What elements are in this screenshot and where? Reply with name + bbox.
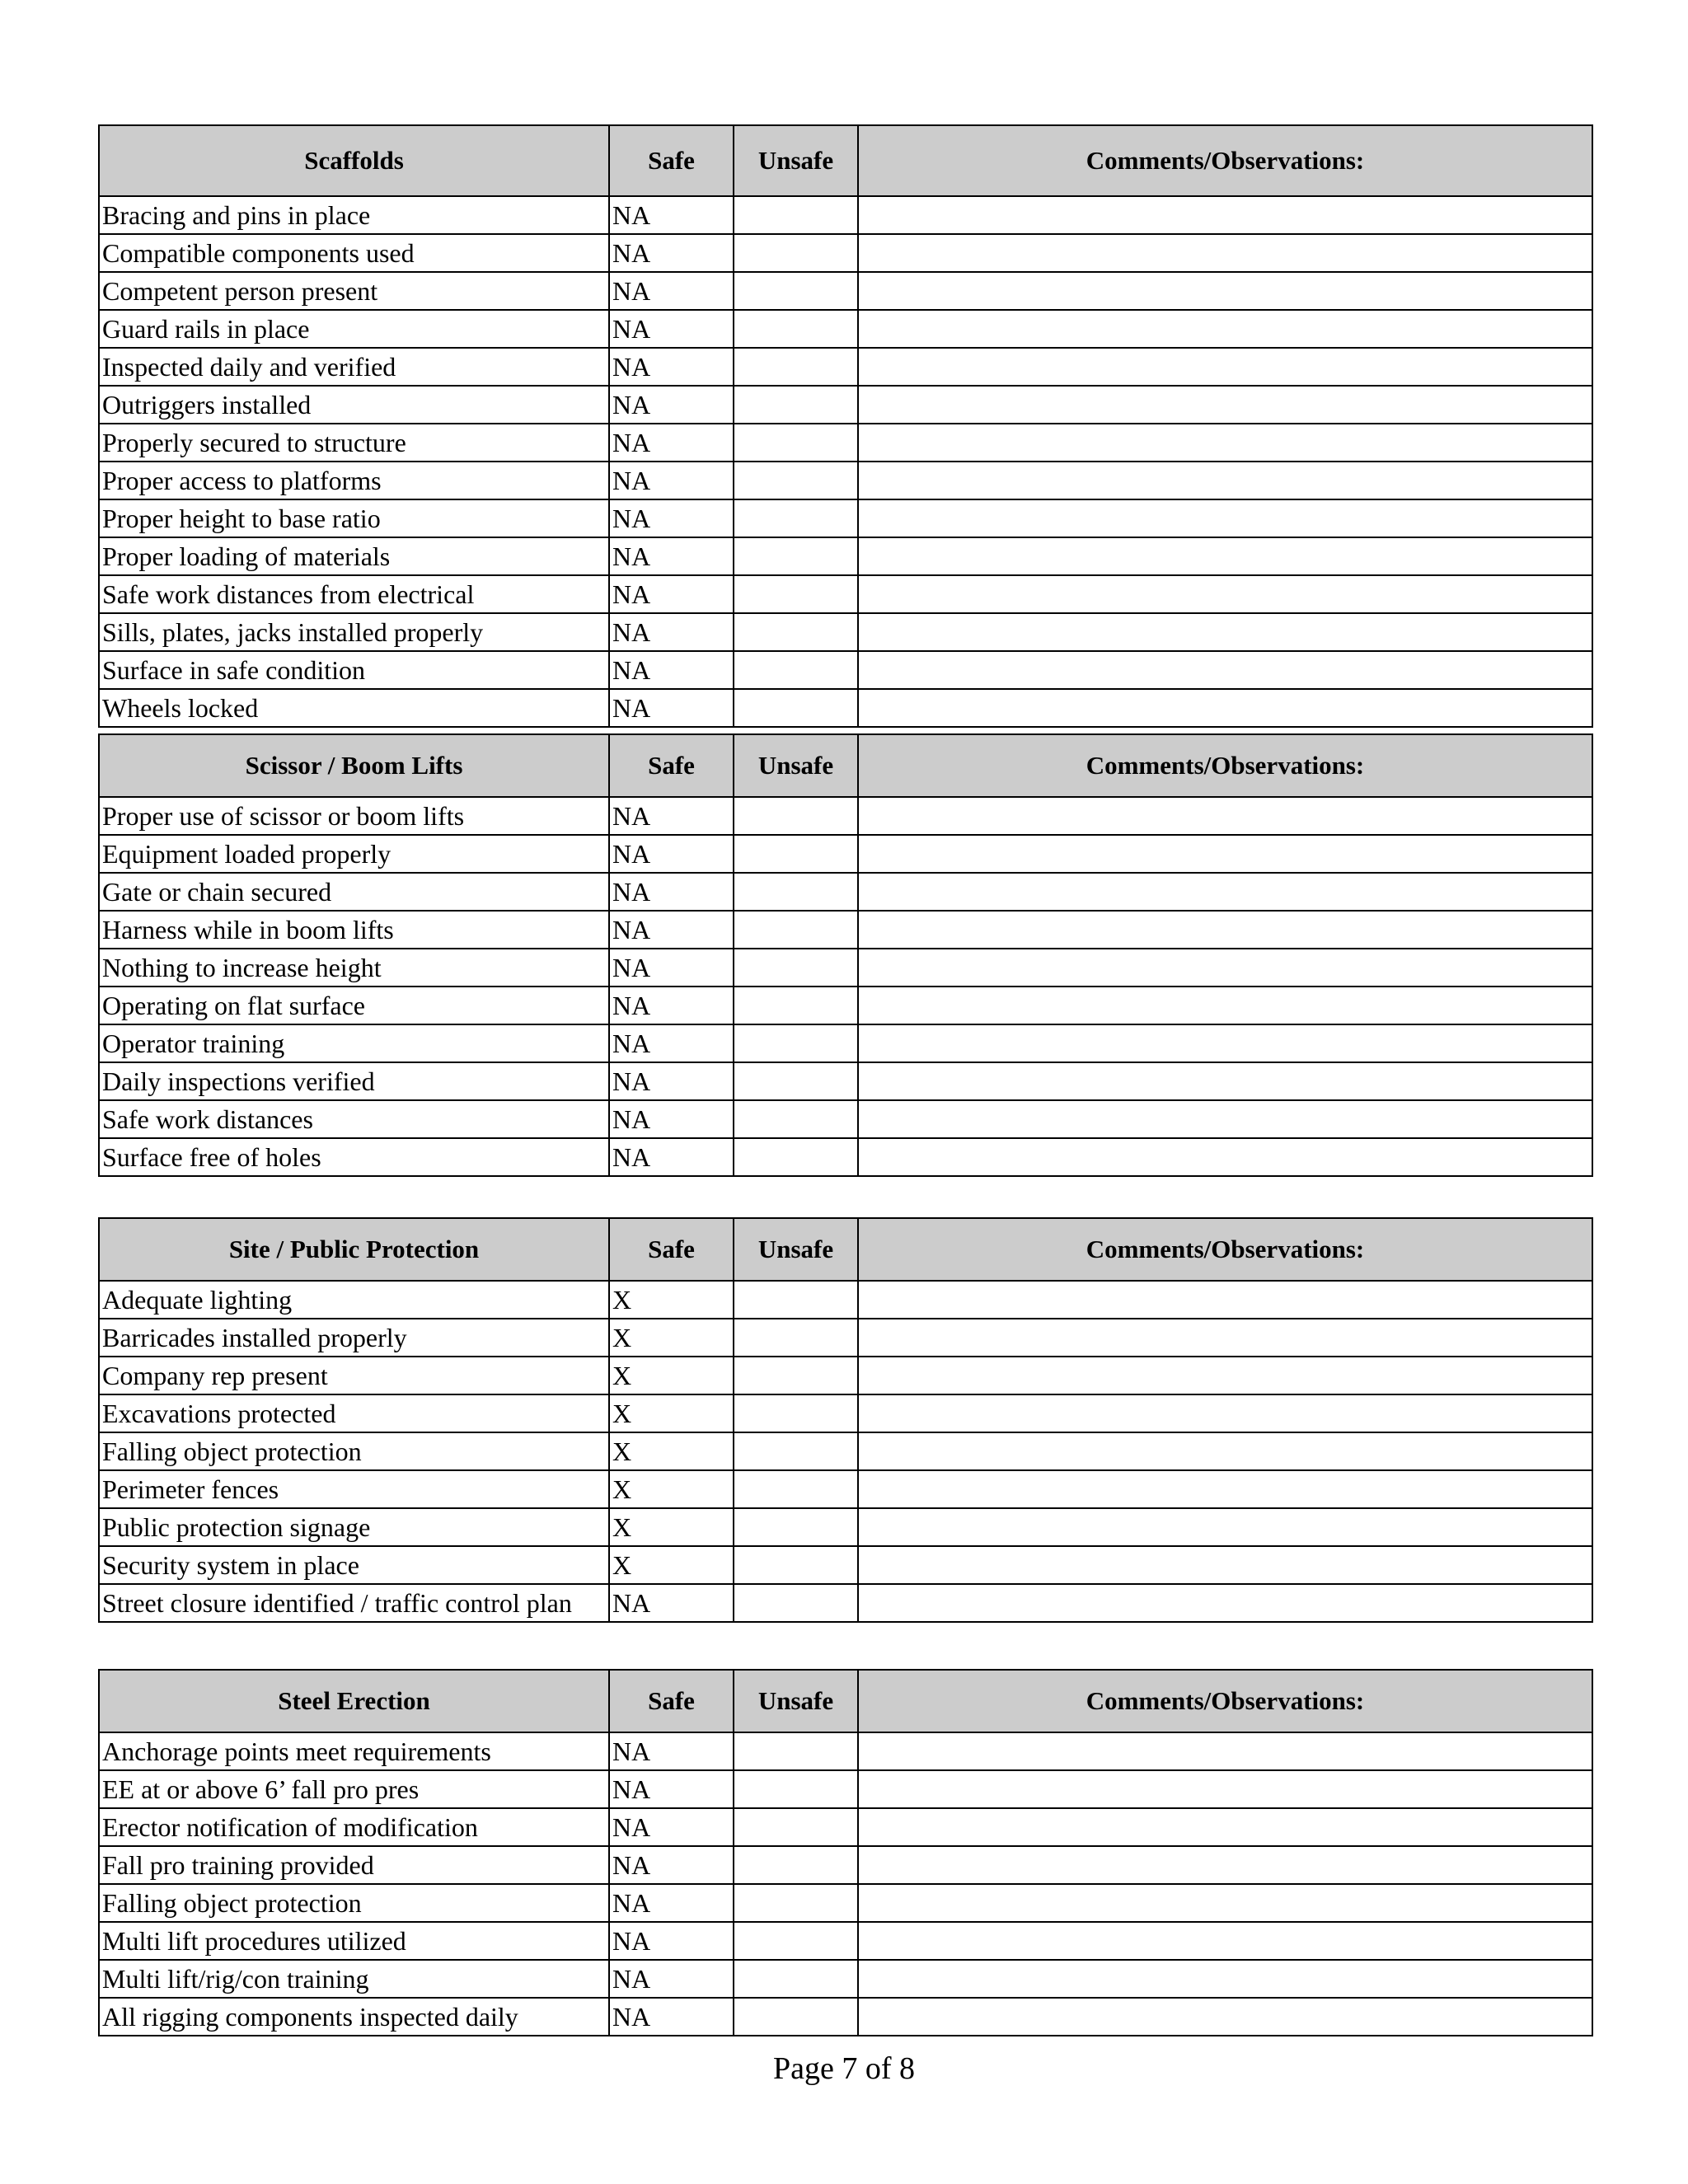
safe-cell: NA [609, 651, 734, 689]
table-row [99, 575, 1592, 613]
table-row [99, 1432, 1592, 1470]
table-row [99, 1960, 1592, 1998]
safe-cell: NA [609, 234, 734, 272]
item-cell: Proper height to base ratio [99, 499, 609, 537]
safe-cell: NA [609, 424, 734, 462]
unsafe-cell[interactable] [734, 310, 858, 348]
item-cell: Public protection signage [99, 1508, 609, 1546]
unsafe-header: Unsafe [734, 125, 858, 196]
item-cell: Competent person present [99, 272, 609, 310]
table-body [99, 196, 1592, 727]
scissor-boom-lifts-table [98, 733, 1593, 1177]
safe-cell: X [609, 1394, 734, 1432]
safe-cell: NA [609, 575, 734, 613]
item-cell: Proper use of scissor or boom lifts [99, 797, 609, 835]
safe-cell: NA [609, 987, 734, 1024]
item-cell: Adequate lighting [99, 1281, 609, 1319]
item-cell: Multi lift procedures utilized [99, 1922, 609, 1960]
table-header [99, 1670, 1592, 1732]
table-row [99, 987, 1592, 1024]
item-cell: Falling object protection [99, 1432, 609, 1470]
safe-cell: NA [609, 196, 734, 234]
comments-cell[interactable] [858, 1584, 1592, 1622]
section-title: Site / Public Protection [99, 1218, 609, 1281]
site-public-protection-table [98, 1217, 1593, 1623]
comments-cell[interactable] [858, 575, 1592, 613]
unsafe-cell[interactable] [734, 1922, 858, 1960]
table-row [99, 272, 1592, 310]
item-cell: Wheels locked [99, 689, 609, 727]
unsafe-cell[interactable] [734, 1998, 858, 2036]
table-row [99, 1281, 1592, 1319]
safe-cell: NA [609, 348, 734, 386]
safe-cell: NA [609, 272, 734, 310]
safe-cell: NA [609, 1770, 734, 1808]
table-row [99, 1062, 1592, 1100]
comments-cell[interactable] [858, 196, 1592, 234]
safe-header: Safe [609, 1670, 734, 1732]
comments-cell[interactable] [858, 462, 1592, 499]
safe-cell: NA [609, 1732, 734, 1770]
comments-cell[interactable] [858, 1508, 1592, 1546]
safe-cell: X [609, 1319, 734, 1357]
unsafe-cell[interactable] [734, 1546, 858, 1584]
item-cell: Erector notification of modification [99, 1808, 609, 1846]
safe-cell: NA [609, 1808, 734, 1846]
safe-cell: NA [609, 613, 734, 651]
safe-cell: X [609, 1508, 734, 1546]
unsafe-cell[interactable] [734, 1808, 858, 1846]
item-cell: Surface in safe condition [99, 651, 609, 689]
table-row [99, 1024, 1592, 1062]
comments-cell[interactable] [858, 424, 1592, 462]
table-row [99, 196, 1592, 234]
table-row [99, 1470, 1592, 1508]
comments-cell[interactable] [858, 386, 1592, 424]
section-title: Scissor / Boom Lifts [99, 734, 609, 797]
table-row [99, 873, 1592, 911]
table-row [99, 386, 1592, 424]
unsafe-cell[interactable] [734, 835, 858, 873]
item-cell: Guard rails in place [99, 310, 609, 348]
unsafe-cell[interactable] [734, 1100, 858, 1138]
unsafe-cell[interactable] [734, 1732, 858, 1770]
comments-cell[interactable] [858, 1062, 1592, 1100]
unsafe-cell[interactable] [734, 234, 858, 272]
safe-cell: NA [609, 1100, 734, 1138]
table-row [99, 613, 1592, 651]
safe-cell: NA [609, 462, 734, 499]
unsafe-header: Unsafe [734, 734, 858, 797]
comments-header: Comments/Observations: [858, 1218, 1592, 1281]
scaffolds-table [98, 124, 1593, 728]
safe-cell: NA [609, 310, 734, 348]
table-header [99, 1218, 1592, 1281]
comments-cell[interactable] [858, 1884, 1592, 1922]
comments-cell[interactable] [858, 1922, 1592, 1960]
item-cell: Harness while in boom lifts [99, 911, 609, 949]
safe-header: Safe [609, 1218, 734, 1281]
unsafe-cell[interactable] [734, 1394, 858, 1432]
safe-header: Safe [609, 125, 734, 196]
table-row [99, 1100, 1592, 1138]
item-cell: Perimeter fences [99, 1470, 609, 1508]
unsafe-cell[interactable] [734, 1024, 858, 1062]
unsafe-cell[interactable] [734, 873, 858, 911]
unsafe-cell[interactable] [734, 911, 858, 949]
unsafe-cell[interactable] [734, 499, 858, 537]
unsafe-cell[interactable] [734, 348, 858, 386]
item-cell: Inspected daily and verified [99, 348, 609, 386]
comments-cell[interactable] [858, 234, 1592, 272]
comments-cell[interactable] [858, 1138, 1592, 1176]
unsafe-cell[interactable] [734, 949, 858, 987]
comments-cell[interactable] [858, 835, 1592, 873]
table-row [99, 1138, 1592, 1176]
section-title: Steel Erection [99, 1670, 609, 1732]
safe-cell: NA [609, 1884, 734, 1922]
table-row [99, 462, 1592, 499]
table-row [99, 1998, 1592, 2036]
comments-cell[interactable] [858, 949, 1592, 987]
comments-cell[interactable] [858, 348, 1592, 386]
item-cell: Fall pro training provided [99, 1846, 609, 1884]
item-cell: Proper loading of materials [99, 537, 609, 575]
comments-cell[interactable] [858, 873, 1592, 911]
unsafe-cell[interactable] [734, 1432, 858, 1470]
unsafe-cell[interactable] [734, 1884, 858, 1922]
item-cell: Multi lift/rig/con training [99, 1960, 609, 1998]
section-title: Scaffolds [99, 125, 609, 196]
safe-header: Safe [609, 734, 734, 797]
unsafe-cell[interactable] [734, 987, 858, 1024]
table-header [99, 734, 1592, 797]
safe-cell: NA [609, 1062, 734, 1100]
table-row [99, 1846, 1592, 1884]
item-cell: Compatible components used [99, 234, 609, 272]
comments-cell[interactable] [858, 499, 1592, 537]
comments-header: Comments/Observations: [858, 1670, 1592, 1732]
safe-cell: NA [609, 1846, 734, 1884]
table-row [99, 1770, 1592, 1808]
unsafe-cell[interactable] [734, 1319, 858, 1357]
table-row [99, 689, 1592, 727]
table-body [99, 1281, 1592, 1622]
table-row [99, 499, 1592, 537]
unsafe-cell[interactable] [734, 1062, 858, 1100]
safe-cell: X [609, 1357, 734, 1394]
safe-cell: NA [609, 1584, 734, 1622]
item-cell: Safe work distances [99, 1100, 609, 1138]
comments-cell[interactable] [858, 272, 1592, 310]
table-row [99, 424, 1592, 462]
safe-cell: NA [609, 1138, 734, 1176]
unsafe-cell[interactable] [734, 1470, 858, 1508]
item-cell: Barricades installed properly [99, 1319, 609, 1357]
safe-cell: NA [609, 499, 734, 537]
table-row [99, 1394, 1592, 1432]
unsafe-header: Unsafe [734, 1218, 858, 1281]
item-cell: EE at or above 6’ fall pro pres [99, 1770, 609, 1808]
item-cell: Equipment loaded properly [99, 835, 609, 873]
safe-cell: X [609, 1470, 734, 1508]
table-row [99, 797, 1592, 835]
comments-header: Comments/Observations: [858, 734, 1592, 797]
table-row [99, 1732, 1592, 1770]
comments-header: Comments/Observations: [858, 125, 1592, 196]
safe-cell: NA [609, 537, 734, 575]
comments-cell[interactable] [858, 1432, 1592, 1470]
item-cell: Falling object protection [99, 1884, 609, 1922]
table-row [99, 651, 1592, 689]
safe-cell: NA [609, 949, 734, 987]
comments-cell[interactable] [858, 1808, 1592, 1846]
safe-cell: X [609, 1432, 734, 1470]
comments-cell[interactable] [858, 689, 1592, 727]
table-row [99, 1319, 1592, 1357]
table-row [99, 911, 1592, 949]
unsafe-cell[interactable] [734, 689, 858, 727]
table-row [99, 537, 1592, 575]
unsafe-cell[interactable] [734, 651, 858, 689]
item-cell: Operating on flat surface [99, 987, 609, 1024]
steel-erection-table [98, 1669, 1593, 2036]
table-row [99, 1508, 1592, 1546]
unsafe-cell[interactable] [734, 1138, 858, 1176]
item-cell: Daily inspections verified [99, 1062, 609, 1100]
safe-cell: NA [609, 911, 734, 949]
item-cell: Properly secured to structure [99, 424, 609, 462]
comments-cell[interactable] [858, 310, 1592, 348]
table-header [99, 125, 1592, 196]
item-cell: Anchorage points meet requirements [99, 1732, 609, 1770]
table-row [99, 1808, 1592, 1846]
safe-cell: NA [609, 1024, 734, 1062]
safe-cell: NA [609, 1922, 734, 1960]
unsafe-cell[interactable] [734, 272, 858, 310]
comments-cell[interactable] [858, 613, 1592, 651]
comments-cell[interactable] [858, 1546, 1592, 1584]
table-body [99, 1732, 1592, 2036]
item-cell: Safe work distances from electrical [99, 575, 609, 613]
item-cell: Sills, plates, jacks installed properly [99, 613, 609, 651]
comments-cell[interactable] [858, 1960, 1592, 1998]
unsafe-cell[interactable] [734, 613, 858, 651]
comments-cell[interactable] [858, 1846, 1592, 1884]
comments-cell[interactable] [858, 1319, 1592, 1357]
safe-cell: X [609, 1281, 734, 1319]
comments-cell[interactable] [858, 1470, 1592, 1508]
comments-cell[interactable] [858, 1770, 1592, 1808]
item-cell: Gate or chain secured [99, 873, 609, 911]
item-cell: Company rep present [99, 1357, 609, 1394]
table-body [99, 797, 1592, 1176]
item-cell: Bracing and pins in place [99, 196, 609, 234]
item-cell: Proper access to platforms [99, 462, 609, 499]
page-number: Page 7 of 8 [772, 2051, 916, 2086]
safe-cell: NA [609, 386, 734, 424]
table-row [99, 1584, 1592, 1622]
unsafe-cell[interactable] [734, 1584, 858, 1622]
item-cell: All rigging components inspected daily [99, 1998, 609, 2036]
unsafe-cell[interactable] [734, 196, 858, 234]
table-row [99, 1884, 1592, 1922]
unsafe-cell[interactable] [734, 386, 858, 424]
unsafe-cell[interactable] [734, 537, 858, 575]
item-cell: Surface free of holes [99, 1138, 609, 1176]
unsafe-cell[interactable] [734, 424, 858, 462]
unsafe-cell[interactable] [734, 1281, 858, 1319]
unsafe-cell[interactable] [734, 462, 858, 499]
table-row [99, 234, 1592, 272]
safe-cell: X [609, 1546, 734, 1584]
comments-cell[interactable] [858, 911, 1592, 949]
safe-cell: NA [609, 1998, 734, 2036]
safe-cell: NA [609, 797, 734, 835]
comments-cell[interactable] [858, 1357, 1592, 1394]
unsafe-cell[interactable] [734, 1846, 858, 1884]
comments-cell[interactable] [858, 1281, 1592, 1319]
item-cell: Nothing to increase height [99, 949, 609, 987]
unsafe-header: Unsafe [734, 1670, 858, 1732]
unsafe-cell[interactable] [734, 1508, 858, 1546]
table-row [99, 1357, 1592, 1394]
comments-cell[interactable] [858, 987, 1592, 1024]
safe-cell: NA [609, 689, 734, 727]
unsafe-cell[interactable] [734, 1960, 858, 1998]
table-row [99, 310, 1592, 348]
unsafe-cell[interactable] [734, 1357, 858, 1394]
table-row [99, 949, 1592, 987]
table-row [99, 1546, 1592, 1584]
item-cell: Street closure identified / traffic control plan [99, 1584, 609, 1622]
comments-cell[interactable] [858, 1998, 1592, 2036]
item-cell: Security system in place [99, 1546, 609, 1584]
comments-cell[interactable] [858, 1732, 1592, 1770]
comments-cell[interactable] [858, 1100, 1592, 1138]
item-cell: Operator training [99, 1024, 609, 1062]
safe-cell: NA [609, 873, 734, 911]
comments-cell[interactable] [858, 797, 1592, 835]
comments-cell[interactable] [858, 537, 1592, 575]
unsafe-cell[interactable] [734, 1770, 858, 1808]
item-cell: Excavations protected [99, 1394, 609, 1432]
comments-cell[interactable] [858, 651, 1592, 689]
table-row [99, 348, 1592, 386]
unsafe-cell[interactable] [734, 575, 858, 613]
comments-cell[interactable] [858, 1024, 1592, 1062]
safe-cell: NA [609, 835, 734, 873]
table-row [99, 835, 1592, 873]
comments-cell[interactable] [858, 1394, 1592, 1432]
item-cell: Outriggers installed [99, 386, 609, 424]
table-row [99, 1922, 1592, 1960]
unsafe-cell[interactable] [734, 797, 858, 835]
safe-cell: NA [609, 1960, 734, 1998]
